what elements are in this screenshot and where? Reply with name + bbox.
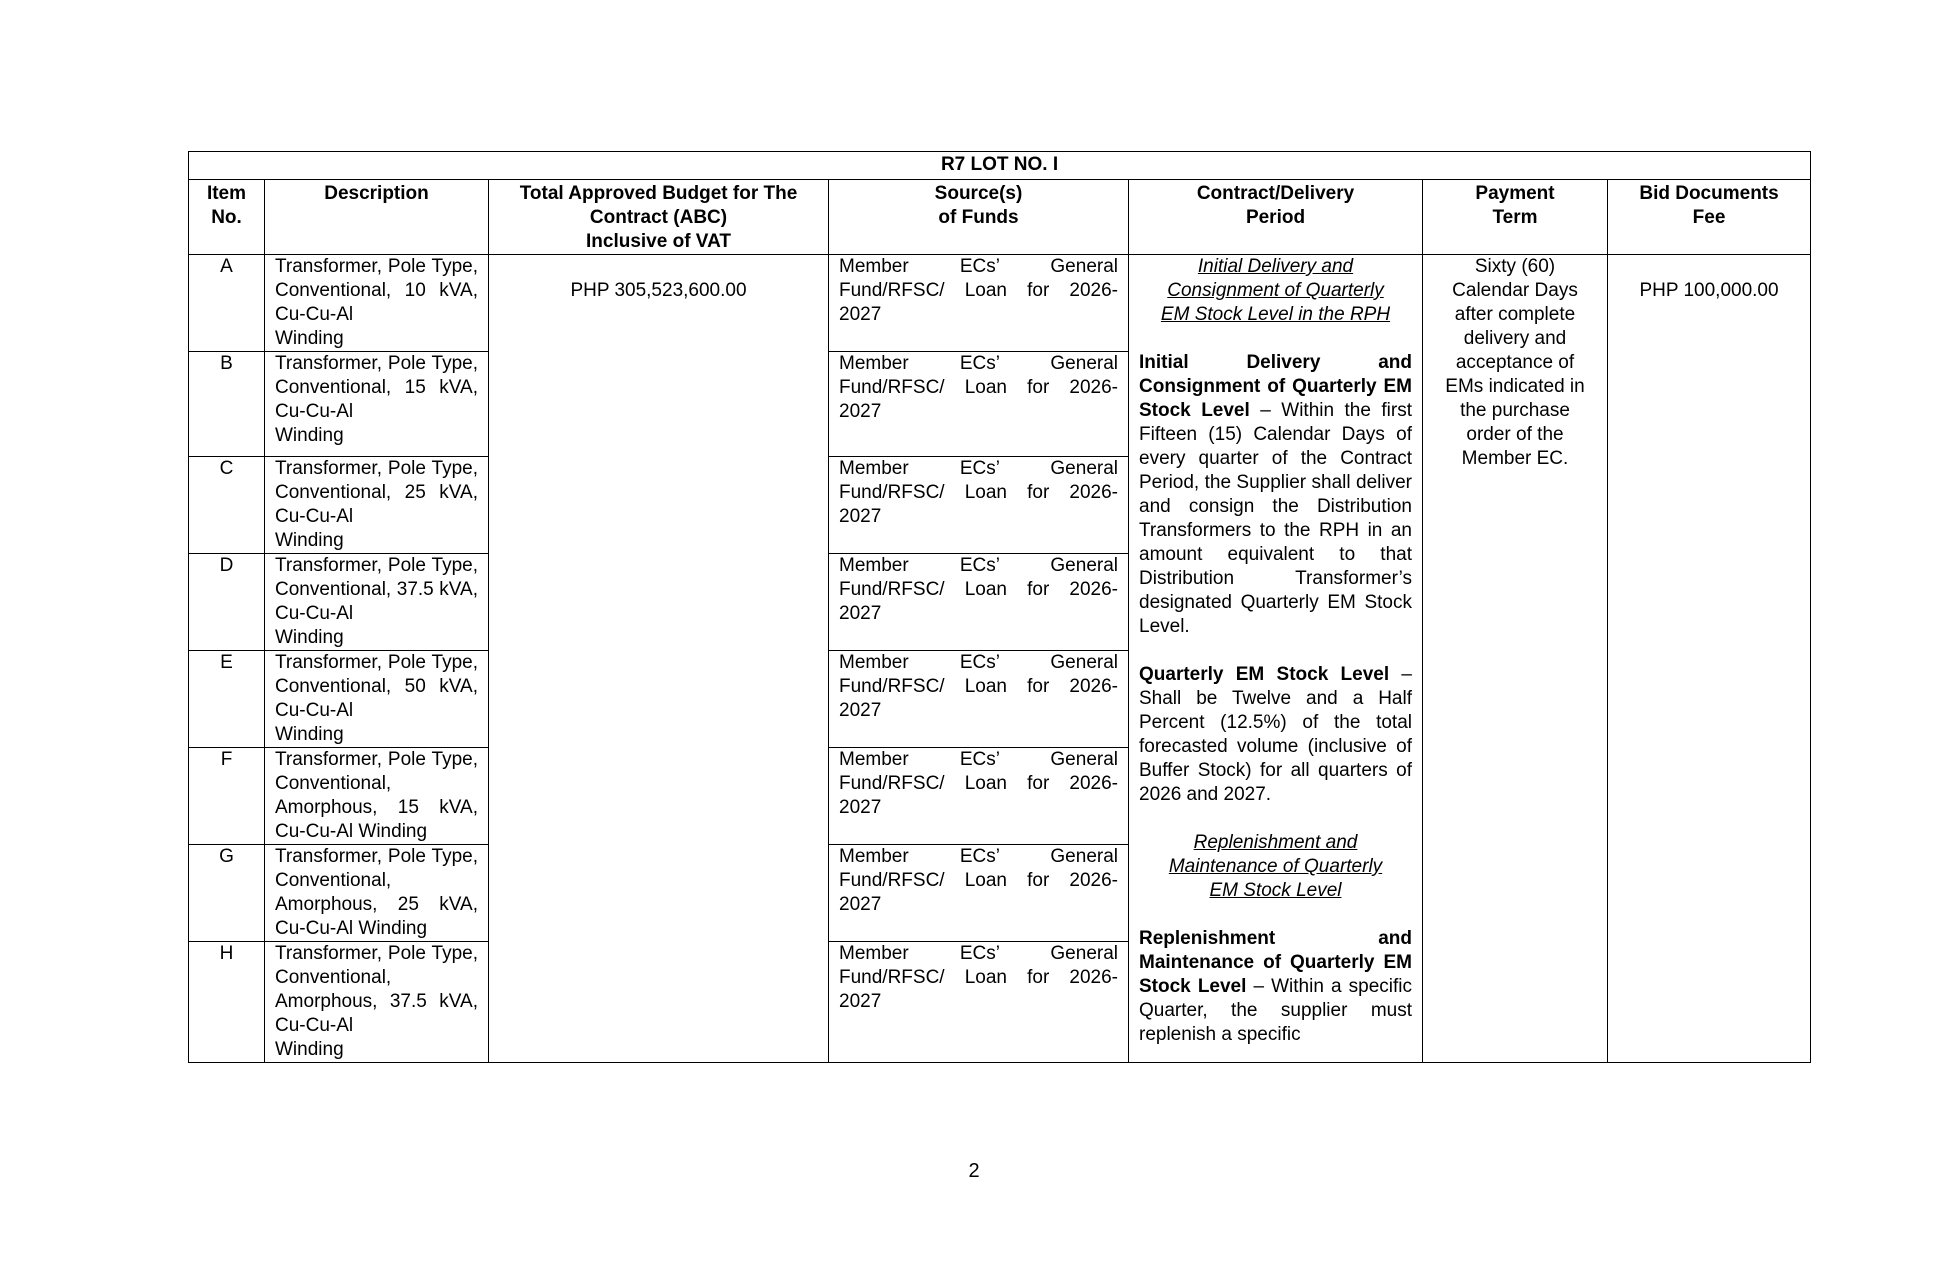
item-description: Transformer, Pole Type, Conventional, 50 kVA, Cu-Cu-Al Winding: [265, 651, 489, 748]
lot-title: R7 LOT NO. I: [189, 152, 1811, 180]
period-paragraph-quarterly: Quarterly EM Stock Level – Shall be Twelve and a Half Percent (12.5%) of the total forecasted volume (inclusive of Buffer Stock) for all quarters of 2026 and 2027.: [1139, 664, 1412, 805]
period-heading-initial: Initial Delivery and Consignment of Quarterly EM Stock Level in the RPH: [1160, 256, 1391, 325]
source-of-funds: Member ECs’ General Fund/RFSC/ Loan for 2026- 2027: [829, 352, 1129, 457]
contract-delivery-period: [1129, 255, 1423, 1063]
item-description: Transformer, Pole Type, Conventional, 10 kVA, Cu-Cu-Al Winding: [265, 255, 489, 352]
header-period: Contract/Delivery Period: [1129, 180, 1423, 255]
source-of-funds: Member ECs’ General Fund/RFSC/ Loan for 2026- 2027: [829, 457, 1129, 554]
period-paragraph-replenishment: Replenishment and Maintenance of Quarterly EM Stock Level – Within a specific Quarter, the supplier must replenish a specific: [1139, 928, 1412, 1045]
item-no: F: [189, 748, 265, 845]
source-of-funds: Member ECs’ General Fund/RFSC/ Loan for 2026- 2027: [829, 255, 1129, 352]
item-description: Transformer, Pole Type, Conventional, 15 kVA, Cu-Cu-Al Winding: [265, 352, 489, 457]
item-no: D: [189, 554, 265, 651]
source-of-funds: Member ECs’ General Fund/RFSC/ Loan for 2026- 2027: [829, 748, 1129, 845]
item-description: Transformer, Pole Type, Conventional, Amorphous, 15 kVA, Cu-Cu-Al Winding: [265, 748, 489, 845]
table-row: [189, 255, 1811, 352]
item-no: H: [189, 942, 265, 1063]
item-description: Transformer, Pole Type, Conventional, Amorphous, 37.5 kVA, Cu-Cu-Al Winding: [265, 942, 489, 1063]
source-of-funds: Member ECs’ General Fund/RFSC/ Loan for 2026- 2027: [829, 845, 1129, 942]
header-source: Source(s) of Funds: [829, 180, 1129, 255]
bid-documents-fee: PHP 100,000.00: [1608, 255, 1811, 1063]
item-description: Transformer, Pole Type, Conventional, 37.5 kVA, Cu-Cu-Al Winding: [265, 554, 489, 651]
header-abc: Total Approved Budget for The Contract (ABC) Inclusive of VAT: [489, 180, 829, 255]
item-description: Transformer, Pole Type, Conventional, Amorphous, 25 kVA, Cu-Cu-Al Winding: [265, 845, 489, 942]
abc-value: PHP 305,523,600.00: [489, 255, 829, 1063]
header-description: Description: [265, 180, 489, 255]
item-no: G: [189, 845, 265, 942]
period-heading-replenishment: Replenishment and Maintenance of Quarterly EM Stock Level: [1168, 832, 1383, 901]
source-of-funds: Member ECs’ General Fund/RFSC/ Loan for 2026- 2027: [829, 942, 1129, 1063]
item-no: B: [189, 352, 265, 457]
source-of-funds: Member ECs’ General Fund/RFSC/ Loan for 2026- 2027: [829, 651, 1129, 748]
period-paragraph-initial: Initial Delivery and Consignment of Quarterly EM Stock Level – Within the first Fifteen (15) Calendar Days of every quarter of the Contract Period, the Supplier shall deliver and consign the Distribution Transformers to the RPH in an amount equivalent to that Distribution Transformer’s designated Quarterly EM Stock Level.: [1139, 352, 1412, 637]
item-description: Transformer, Pole Type, Conventional, 25 kVA, Cu-Cu-Al Winding: [265, 457, 489, 554]
page-number: 2: [968, 1160, 980, 1182]
header-payment: Payment Term: [1423, 180, 1608, 255]
item-no: C: [189, 457, 265, 554]
header-item-no: Item No.: [189, 180, 265, 255]
item-no: E: [189, 651, 265, 748]
lot-table: [188, 151, 1811, 1063]
header-fee: Bid Documents Fee: [1608, 180, 1811, 255]
source-of-funds: Member ECs’ General Fund/RFSC/ Loan for 2026- 2027: [829, 554, 1129, 651]
payment-term: Sixty (60) Calendar Days after complete delivery and acceptance of EMs indicated in the purchase order of the Member EC.: [1423, 255, 1608, 1063]
item-no: A: [189, 255, 265, 352]
